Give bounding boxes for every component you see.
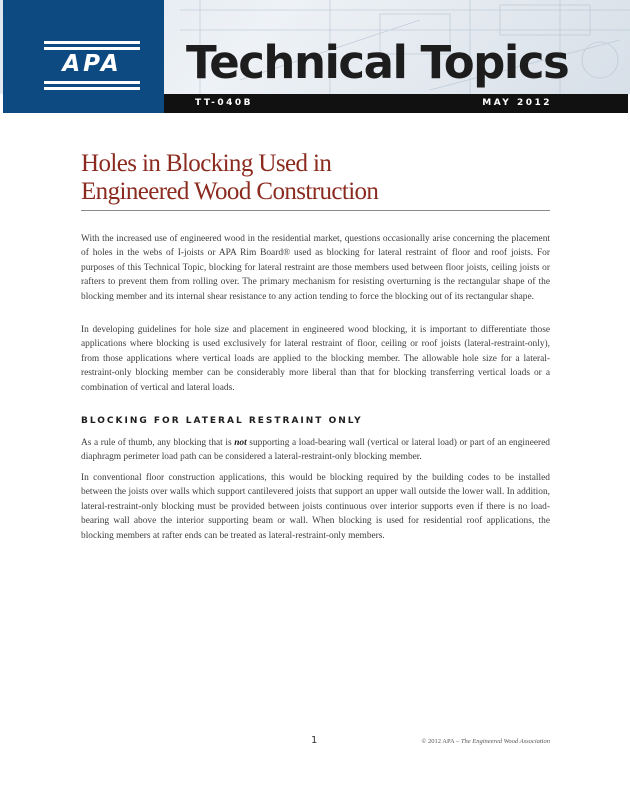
section-heading: BLOCKING FOR LATERAL RESTRAINT ONLY	[81, 416, 363, 426]
document-number: TT-040B	[195, 98, 254, 108]
logo-rule-top-2	[44, 47, 140, 50]
logo-rule-top-1	[44, 41, 140, 44]
title-divider	[81, 210, 550, 211]
apa-logo	[3, 0, 164, 113]
paragraph-3-start: As a rule of thumb, any blocking that is	[81, 438, 235, 448]
document-title	[81, 150, 521, 206]
title-line-2: Engineered Wood Construction	[81, 178, 379, 205]
paragraph-3	[81, 436, 550, 465]
document-date: MAY 2012	[482, 98, 552, 108]
copyright-text: © 2012 APA –	[421, 738, 461, 745]
logo-rule-bottom-1	[44, 81, 140, 84]
paragraph-1: With the increased use of engineered wood in the residential market, questions occasionally arise concerning the placement of holes in the webs of I-joists or APA Rim Board® used as blocking for lateral restraint of floor and roof joists. For purposes of this Technical Topic, blocking for lateral restraint are those members used between floor joists, ceiling joists or rafters to prevent them from rolling over. The primary mechanism for resisting overturning is the rectangular shape of the blocking member and its internal shear resistance to any action tending to force the blocking out of its rectangular shape.	[81, 234, 550, 302]
series-title: Technical Topics	[186, 36, 569, 89]
paragraph-2: In developing guidelines for hole size and placement in engineered wood blocking, it is important to differentiate those applications where blocking is used exclusively for lateral restraint of floor, ceiling or roof joists (lateral-restraint-only), from those applications where vertical loads are applied to the blocking member. The allowable hole size for a lateral-restraint-only blocking member can be considerably more liberal than that for blocking transferring vertical loads or a combination of vertical and lateral loads.	[81, 325, 550, 393]
logo-rule-bottom-2	[44, 87, 140, 90]
title-line-1: Holes in Blocking Used in	[81, 150, 332, 177]
logo-text: APA	[62, 51, 122, 77]
paragraph-4: In conventional floor construction applications, this would be blocking required by the building codes to be installed between the joists over walls which support cantilevered joists that support an upper wall outside the lower wall. In addition, lateral-restraint-only blocking must be provided between joists continuous over interior supports even if there is no load-bearing wall above the interior supporting beam or wall. When blocking is used for residential roof applications, the blocking members at rafter ends can be treated as lateral-restraint-only members.	[81, 473, 550, 541]
org-tagline: The Engineered Wood Association	[460, 738, 550, 745]
paragraph-3-end: supporting a load-bearing wall (vertical or lateral load) or part of an engineered diaphragm perimeter load path can be considered a lateral-restraint-only blocking member.	[81, 438, 550, 463]
paragraph-3-emphasis: not	[234, 438, 247, 448]
footer-copyright	[421, 737, 550, 746]
page-number: 1	[311, 735, 318, 746]
